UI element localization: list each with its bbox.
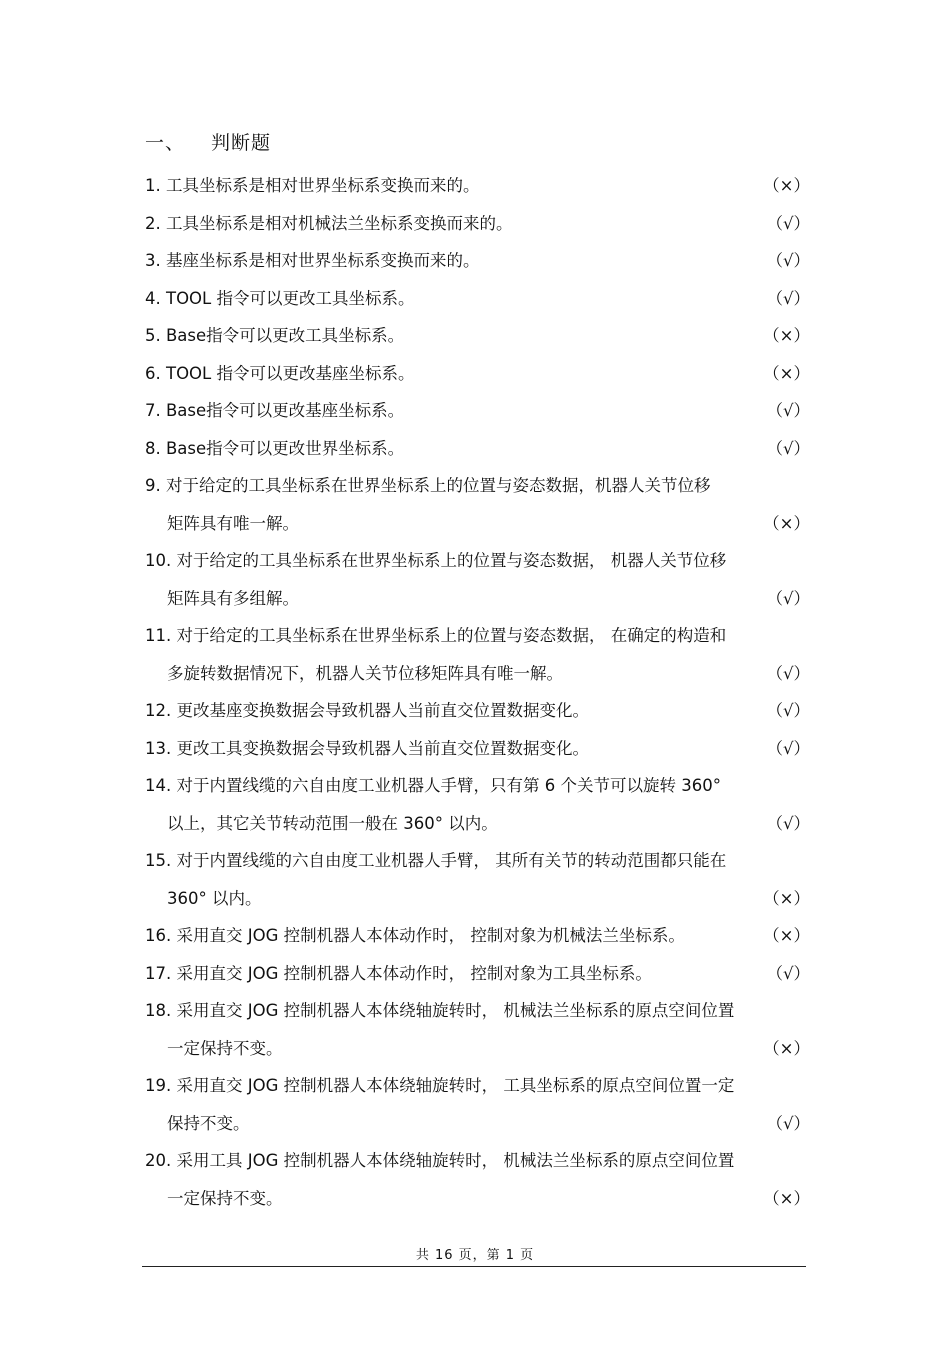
question-line-continued: [145, 885, 810, 923]
question-line: [145, 997, 810, 1035]
answer-mark: （√）: [766, 813, 810, 833]
question-text: 12. 更改基座变换数据会导致机器人当前直交位置数据变化。: [145, 701, 589, 720]
question-line: [145, 922, 810, 960]
question-item: [145, 735, 810, 773]
question-item: [145, 247, 810, 285]
question-item: [145, 997, 810, 1072]
question-line: [145, 360, 810, 398]
answer-mark: （√）: [766, 663, 810, 683]
answer-mark: （×）: [763, 363, 810, 383]
question-text: 2. 工具坐标系是相对机械法兰坐标系变换而来的。: [145, 213, 513, 233]
question-line: [145, 622, 810, 660]
question-line-continued: [145, 810, 810, 848]
question-text: 11. 对于给定的工具坐标系在世界坐标系上的位置与姿态数据， 在确定的构造和: [145, 626, 727, 645]
answer-mark: （×）: [763, 1038, 810, 1058]
question-text: 14. 对于内置线缆的六自由度工业机器人手臂，只有第 6 个关节可以旋转 360°: [145, 776, 721, 795]
question-text: 多旋转数据情况下，机器人关节位移矩阵具有唯一解。: [167, 663, 563, 683]
answer-mark: （×）: [763, 888, 810, 908]
answer-mark: （×）: [763, 926, 810, 945]
question-item: [145, 922, 810, 960]
question-line: [145, 697, 810, 735]
question-line-continued: [145, 660, 810, 698]
question-text: 5. Base指令可以更改工具坐标系。: [145, 326, 405, 345]
answer-mark: （√）: [766, 963, 810, 983]
question-item: [145, 697, 810, 735]
footer-rule: [142, 1266, 806, 1267]
section-heading: [145, 128, 271, 155]
question-text: 17. 采用直交 JOG 控制机器人本体动作时， 控制对象为工具坐标系。: [145, 963, 652, 983]
question-item: [145, 322, 810, 360]
question-line: [145, 247, 810, 285]
question-text: 一定保持不变。: [167, 1188, 283, 1208]
question-item: [145, 960, 810, 998]
question-line: [145, 210, 810, 248]
answer-mark: （√）: [766, 401, 810, 420]
question-item: [145, 285, 810, 323]
question-item: [145, 1147, 810, 1222]
question-item: [145, 435, 810, 473]
question-item: [145, 772, 810, 847]
question-text: 18. 采用直交 JOG 控制机器人本体绕轴旋转时， 机械法兰坐标系的原点空间位置: [145, 1001, 735, 1020]
question-text: 矩阵具有唯一解。: [167, 513, 299, 533]
question-text: 7. Base指令可以更改基座坐标系。: [145, 401, 405, 420]
question-text: 20. 采用工具 JOG 控制机器人本体绕轴旋转时， 机械法兰坐标系的原点空间位置: [145, 1151, 735, 1170]
question-line: [145, 735, 810, 773]
question-item: [145, 622, 810, 697]
question-line-continued: [145, 510, 810, 548]
question-line: [145, 285, 810, 323]
question-text: 360° 以内。: [167, 888, 262, 908]
question-item: [145, 397, 810, 435]
answer-mark: （×）: [763, 513, 810, 533]
answer-mark: （×）: [763, 1188, 810, 1208]
question-item: [145, 210, 810, 248]
answer-mark: （√）: [766, 438, 810, 458]
question-item: [145, 472, 810, 547]
question-text: 15. 对于内置线缆的六自由度工业机器人手臂， 其所有关节的转动范围都只能在: [145, 851, 727, 870]
question-line: [145, 847, 810, 885]
question-text: 一定保持不变。: [167, 1038, 283, 1058]
question-list: [145, 172, 810, 1222]
question-line-continued: [145, 1185, 810, 1223]
answer-mark: （×）: [763, 176, 810, 195]
section-number: 一、: [145, 132, 186, 154]
answer-mark: （√）: [766, 738, 810, 758]
question-item: [145, 172, 810, 210]
question-line: [145, 1147, 810, 1185]
question-line: [145, 472, 810, 510]
answer-mark: （×）: [763, 326, 810, 345]
question-item: [145, 847, 810, 922]
question-text: 10. 对于给定的工具坐标系在世界坐标系上的位置与姿态数据， 机器人关节位移: [145, 551, 727, 570]
question-line-continued: [145, 1035, 810, 1073]
question-line-continued: [145, 585, 810, 623]
answer-mark: （√）: [766, 251, 810, 270]
question-text: 3. 基座坐标系是相对世界坐标系变换而来的。: [145, 251, 480, 270]
question-line: [145, 772, 810, 810]
page-footer: 共 16 页，第 1 页: [415, 1248, 535, 1263]
question-text: 8. Base指令可以更改世界坐标系。: [145, 438, 405, 458]
question-text: 13. 更改工具变换数据会导致机器人当前直交位置数据变化。: [145, 738, 589, 758]
question-text: 19. 采用直交 JOG 控制机器人本体绕轴旋转时， 工具坐标系的原点空间位置一定: [145, 1076, 735, 1095]
answer-mark: （√）: [766, 213, 810, 233]
question-text: 6. TOOL 指令可以更改基座坐标系。: [145, 363, 415, 383]
question-text: 4. TOOL 指令可以更改工具坐标系。: [145, 288, 415, 308]
question-item: [145, 360, 810, 398]
answer-mark: （√）: [766, 1113, 810, 1133]
question-text: 矩阵具有多组解。: [167, 588, 299, 608]
question-line: [145, 435, 810, 473]
question-line: [145, 172, 810, 210]
answer-mark: （√）: [766, 701, 810, 720]
question-line: [145, 322, 810, 360]
question-text: 1. 工具坐标系是相对世界坐标系变换而来的。: [145, 176, 480, 195]
question-line: [145, 960, 810, 998]
answer-mark: （√）: [766, 588, 810, 608]
question-item: [145, 547, 810, 622]
answer-mark: （√）: [766, 288, 810, 308]
question-line: [145, 547, 810, 585]
section-title: 判断题: [211, 132, 272, 154]
question-line-continued: [145, 1110, 810, 1148]
question-text: 9. 对于给定的工具坐标系在世界坐标系上的位置与姿态数据，机器人关节位移: [145, 476, 711, 495]
question-line: [145, 1072, 810, 1110]
question-text: 保持不变。: [167, 1113, 250, 1133]
question-text: 16. 采用直交 JOG 控制机器人本体动作时， 控制对象为机械法兰坐标系。: [145, 926, 685, 945]
question-text: 以上，其它关节转动范围一般在 360° 以内。: [167, 813, 498, 833]
question-item: [145, 1072, 810, 1147]
question-line: [145, 397, 810, 435]
